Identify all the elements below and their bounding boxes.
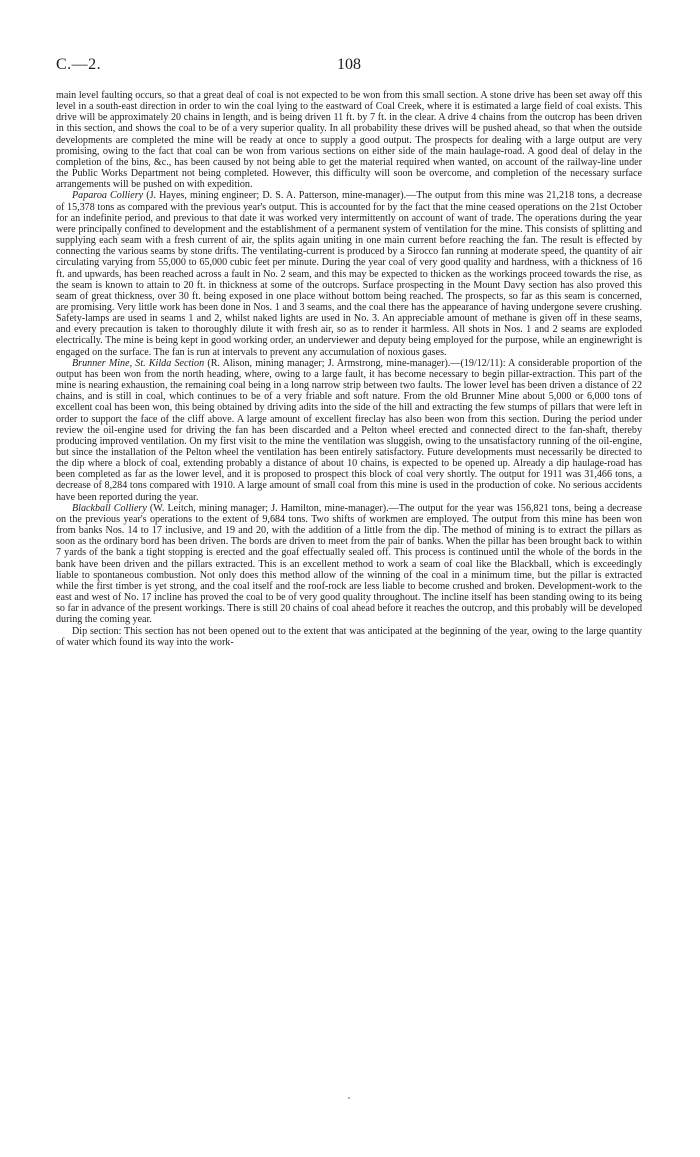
ink-speck: [348, 1097, 350, 1099]
paragraph-text: (W. Leitch, mining manager; J. Hamilton, mine-manager).—The output for the year was 156,821 tons, being a decrease on the previous year's operations to the extent of 9,684 tons. Two shifts of workmen are employed. The output from this mine has been won from banks Nos. 14 to 17 inclusive, and 19 and 20, with the addition of a little from the dip. The method of mining is to extract the pillars as soon as the ordinary bord has been driven. The bords are driven to meet from the pair of banks. When the pillar has been brought back to within 7 yards of the bank a tight stopping is erected and the goaf effectually sealed off. This process is continued until the whole of the bords in the bank have been driven and the pillars extracted. This is an excellent method to work a seam of coal like the Blackball, which is exceedingly liable to spontaneous combustion. Not only does this method allow of the winning of the coal in a minimum time, but the pillar is extracted while the first timber is yet strong, and the coal itself and the roof-rock are less liable to become crushed and broken. Development-work to the east and west of No. 17 incline has proved the coal to be of very good quality throughout. The incline itself has been standing owing to its being so far in advance of the present workings. There is still 20 chains of coal ahead before it reaches the outcrop, and this probably will be developed during the coming year.: [56, 502, 642, 626]
paragraph-main-level: [56, 90, 642, 190]
page-reference: C.—2.: [56, 56, 102, 73]
paragraph-lead: Blackball Colliery: [72, 502, 147, 514]
paragraph-text: main level faulting occurs, so that a great deal of coal is not expected to be won from this small section. A stone drive has been set away off this level in a south-east direction in order to win the coal lying to the eastward of Coal Creek, where it is estimated a large field of coal exists. This drive will be approximately 20 chains in length, and is being driven 11 ft. by 7 ft. in the clear. A drive 4 chains from the outcrop has been driven in this section, and shows the coal to be of a very superior quality. In all probability these drives will be pushed ahead, so that when the outside developments are completed the mine will be ready at once to supply a good output. The prospects for dealing with a large output are very promising, owing to the fact that coal can be won from various sections on either side of the main haulage-road. A good deal of delay in the completion of the bins, &c., has been caused by not being able to get the material required when wanted, on account of the railway-line under the Public Works Department not being completed. However, this difficulty will soon be overcome, and completion of the necessary surface arrangements will be pushed on with expedition.: [56, 90, 642, 191]
paragraph-paparoa-colliery: [56, 190, 642, 357]
paragraph-blackball-colliery: [56, 503, 642, 626]
paragraph-dip-section: [56, 626, 642, 648]
page-number: 108: [337, 56, 361, 73]
paragraph-text: Dip section: This section has not been opened out to the extent that was anticipated at the beginning of the year, owing to the large quantity of water which found its way into the work-: [56, 625, 642, 648]
body-text: [56, 90, 642, 648]
paragraph-brunner-mine: [56, 358, 642, 503]
page-header: [56, 56, 642, 80]
paragraph-text: (R. Alison, mining manager; J. Armstrong, mine-manager).—(19/12/11): A considerable proportion of the output has been won from the north heading, where, owing to a large fault, it has become necessary to begin pillar-extraction. This part of the mine is nearing exhaustion, the remaining coal being in a long narrow strip between two faults. The lower level has been driven a distance of 22 chains, and is still in coal, which continues to be of a very friable and soft nature. From the old Brunner Mine about 5,000 or 6,000 tons of excellent coal has been won, this being obtained by driving adits into the side of the hill and extracting the few stumps of pillars that were left in order to support the face of the cliff above. A large amount of excellent fireclay has also been won from this section. During the period under review the oil-engine used for driving the fan has been discarded and a Pelton wheel erected and connected direct to the fan-shaft, thereby producing improved ventilation. On my first visit to the mine the ventilation was sluggish, owing to the unsatisfactory running of the oil-engine, but since the installation of the Pelton wheel the ventilation has been entirely satisfactory. Future developments must necessarily be directed to the dip where a block of coal, extending probably a distance of about 10 chains, is expected to be opened up. Already a dip haulage-road has been completed as far as the lower level, and it is proposed to prospect this block of coal very shortly. The output for 1911 was 31,466 tons, a decrease of 8,284 tons compared with 1910. A large amount of small coal from this mine is used in the production of coke. No serious accidents have been reported during the year.: [56, 357, 642, 503]
paragraph-text: (J. Hayes, mining engineer; D. S. A. Patterson, mine-manager).—The output from this mine was 21,218 tons, a decrease of 15,378 tons as compared with the previous year's output. This is accounted for by the fact that the mine ceased operations on the 21st October for an indefinite period, and previous to that date it was worked very intermittently on account of want of trade. The operations during the year were principally confined to development and the establishment of a permanent system of ventilation for the mine. This consists of splitting and supplying each seam with a fresh current of air, the splits again uniting in one main current before reaching the fan. The result is effected by connecting the various seams by stone drifts. The ventilating-current is produced by a Sirocco fan running at moderate speed, the quantity of air circulating varying from 55,000 to 65,000 cubic feet per minute. During the year coal of very good quality and hardness, with a thickness of 16 ft. and upwards, has been reached across a fault in No. 2 seam, and this may be expected to thicken as the workings proceed towards the rise, as the seam is known to attain to 20 ft. in thickness at some of the outcrops. Surface prospecting in the Mount Davy section has also proved this seam of great thickness, over 30 ft. being exposed in one place without bottom being reached. The prospects, so far as this seam is concerned, are promising. Very little work has been done in Nos. 1 and 3 seams, and the coal there has the appearance of having undergone severe crushing. Safety-lamps are used in seams 1 and 2, whilst naked lights are used in No. 3. An appreciable amount of methane is given off in these seams, and every precaution is taken to thoroughly dilute it with fresh air, so as to render it harmless. All shots in Nos. 1 and 2 seams are exploded electrically. The mine is being kept in good working order, an underviewer and deputy being employed for the purpose, while an enginewright is engaged on the surface. The fan is run at intervals to prevent any accumulation of noxious gases.: [56, 190, 642, 358]
paragraph-lead: Brunner Mine, St. Kilda Section: [72, 357, 205, 369]
paragraph-lead: Paparoa Colliery: [72, 190, 144, 202]
